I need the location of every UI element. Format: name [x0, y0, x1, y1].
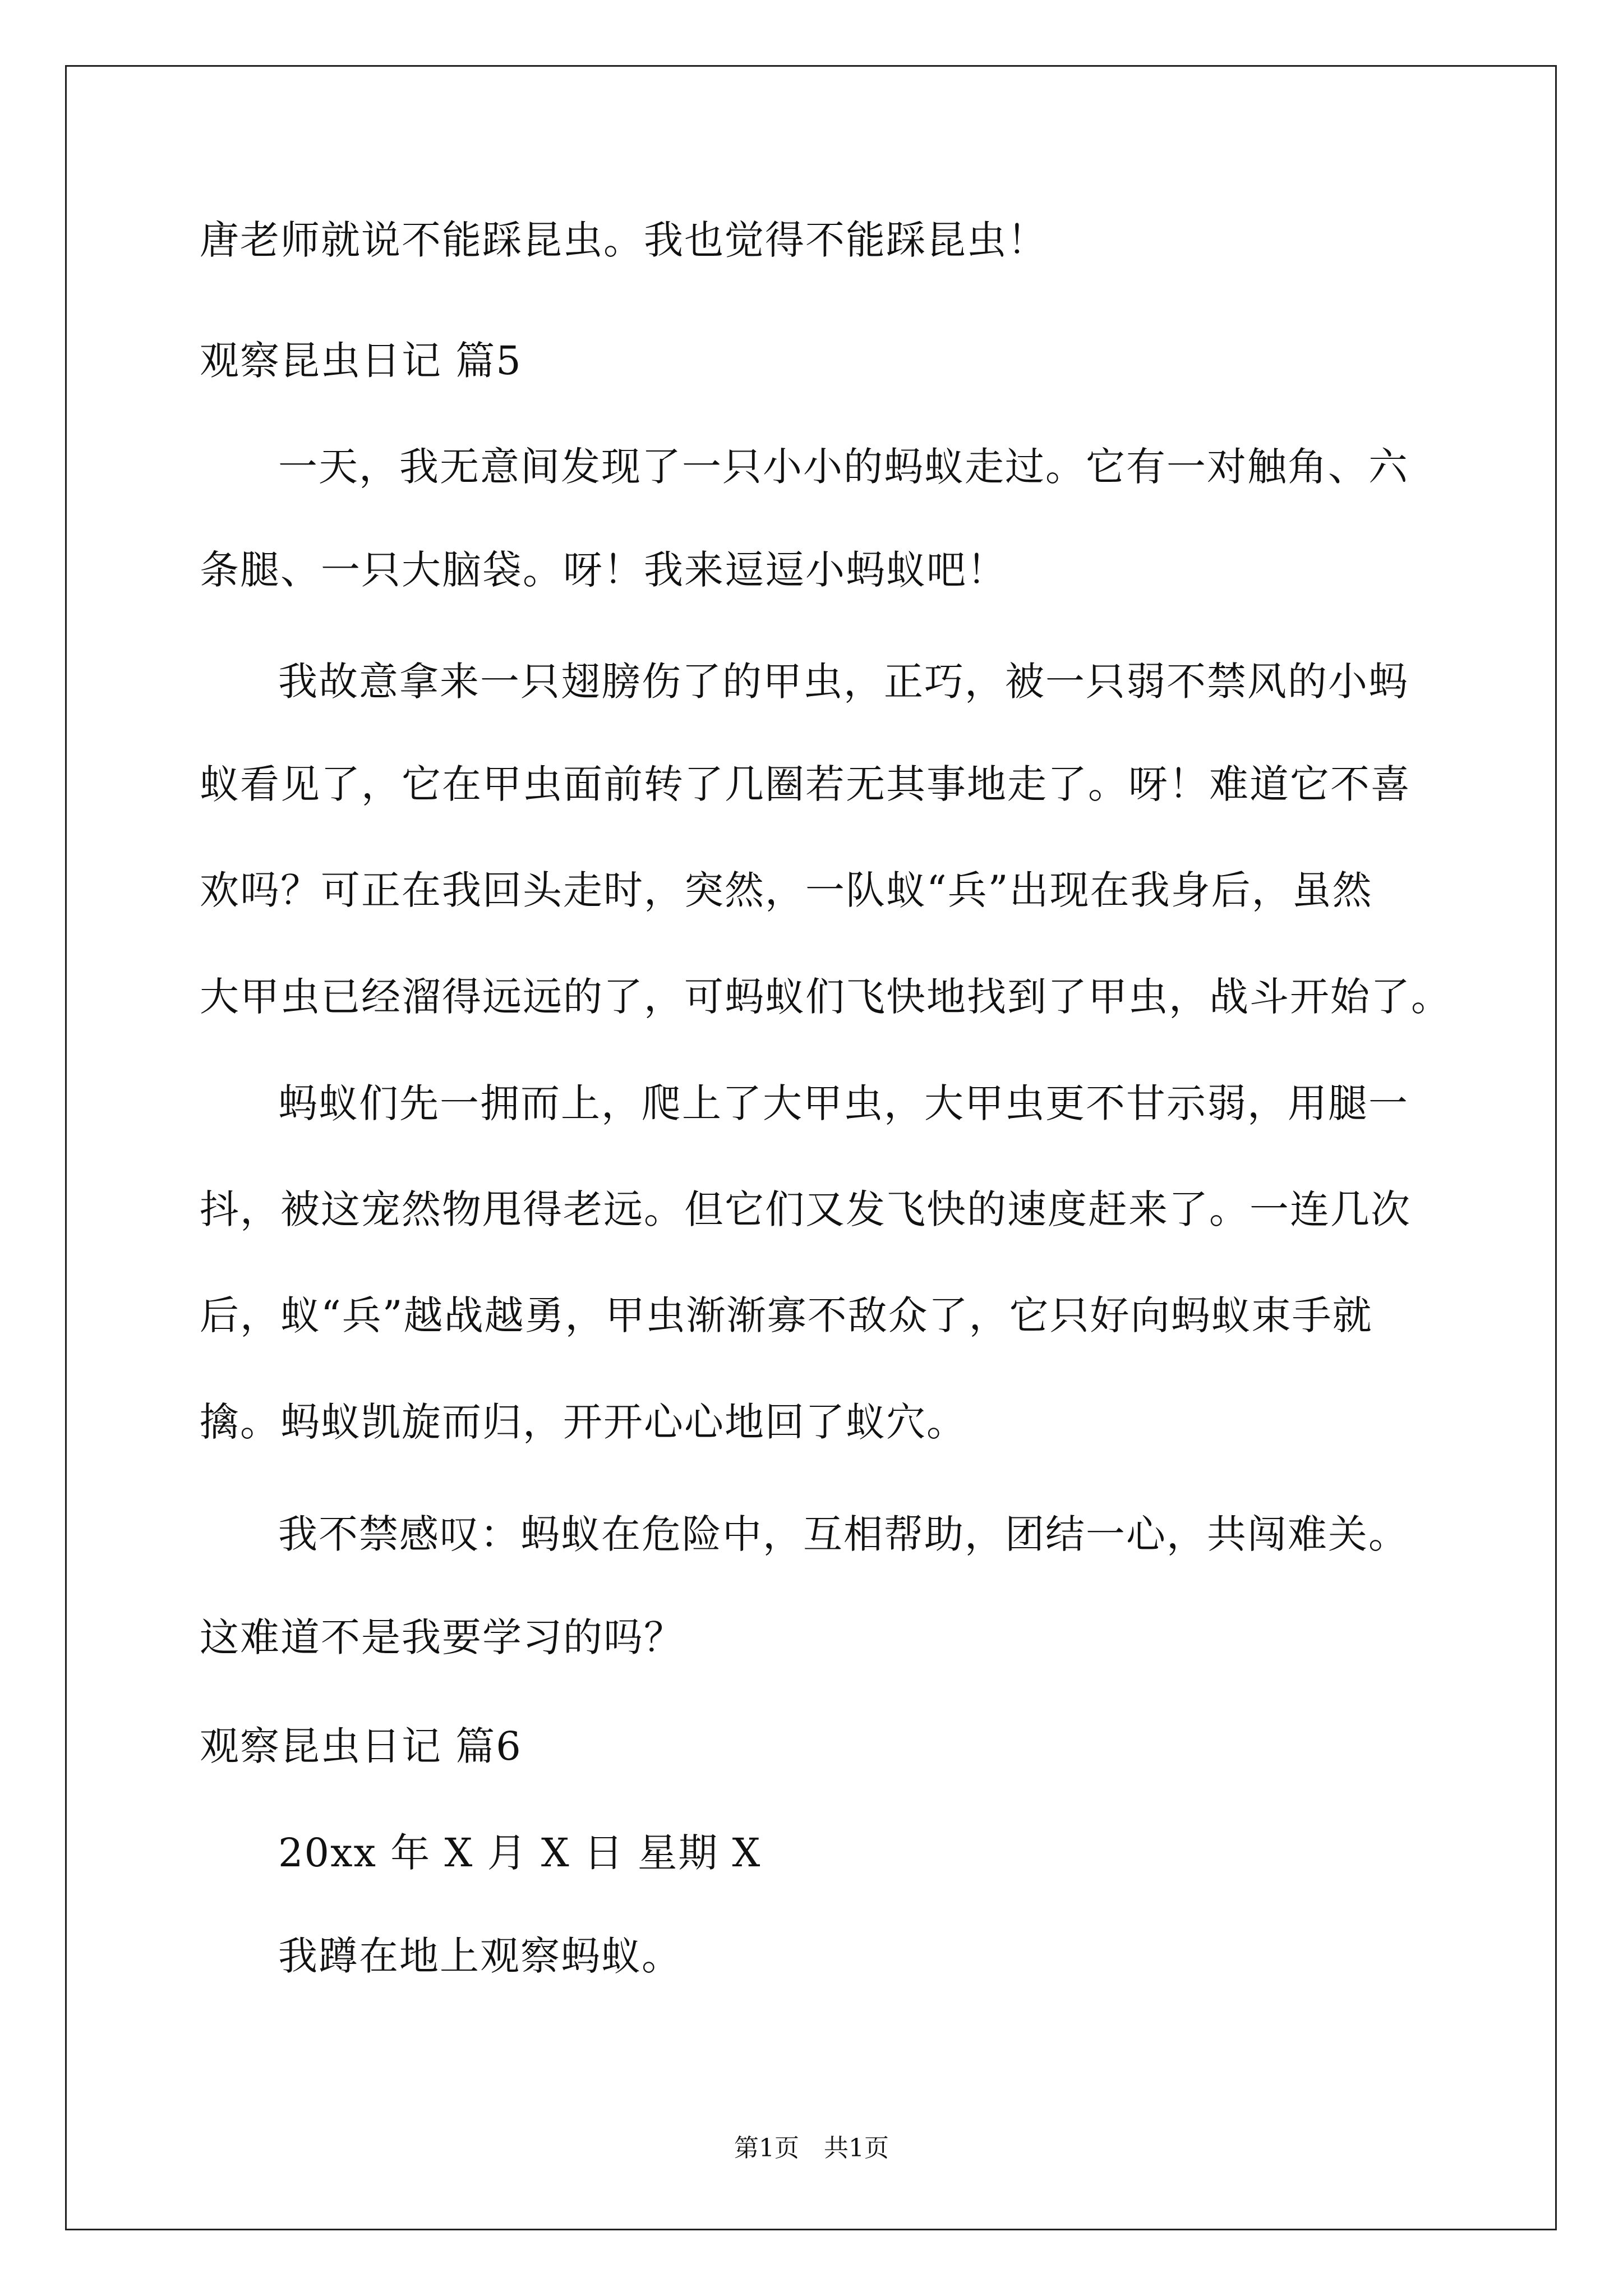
page-number: 第1页 共1页 — [734, 2134, 889, 2162]
page-border — [65, 65, 1557, 2230]
paragraph-line: 欢吗？可正在我回头走时，突然，一队蚁“兵”出现在我身后，虽然 — [200, 867, 1373, 913]
paragraph-line: 后，蚁“兵”越战越勇，甲虫渐渐寡不敌众了，它只好向蚂蚁束手就 — [200, 1292, 1373, 1338]
paragraph-line: 蚂蚁们先一拥而上，爬上了大甲虫，大甲虫更不甘示弱，用腿一 — [278, 1080, 1409, 1126]
paragraph-line: 我不禁感叹：蚂蚁在危险中，互相帮助，团结一心，共闯难关。 — [278, 1511, 1409, 1557]
paragraph-line: 蚁看见了，它在甲虫面前转了几圈若无其事地走了。呀！难道它不喜 — [200, 761, 1411, 807]
paragraph-line: 大甲虫已经溜得远远的了，可蚂蚁们飞快地找到了甲虫，战斗开始了。 — [200, 974, 1451, 1020]
date-line: 20xx 年 X 月 X 日 星期 X — [278, 1830, 762, 1876]
paragraph-line: 我故意拿来一只翅膀伤了的甲虫，正巧，被一只弱不禁风的小蚂 — [278, 659, 1409, 705]
paragraph-line: 我蹲在地上观察蚂蚁。 — [278, 1933, 682, 1979]
paragraph-line: 条腿、一只大脑袋。呀！我来逗逗小蚂蚁吧！ — [200, 547, 1007, 593]
section-heading: 观察昆虫日记 篇5 — [200, 338, 522, 384]
paragraph-line: 这难道不是我要学习的吗？ — [200, 1614, 684, 1660]
paragraph-line: 抖，被这宠然物甩得老远。但它们又发飞快的速度赶来了。一连几次 — [200, 1186, 1411, 1232]
paragraph-line: 一天，我无意间发现了一只小小的蚂蚁走过。它有一对触角、六 — [278, 444, 1409, 490]
section-heading: 观察昆虫日记 篇6 — [200, 1723, 522, 1769]
paragraph-line: 擒。蚂蚁凯旋而归，开开心心地回了蚁穴。 — [200, 1399, 967, 1445]
paragraph-line: 唐老师就说不能踩昆虫。我也觉得不能踩昆虫！ — [200, 217, 1048, 263]
